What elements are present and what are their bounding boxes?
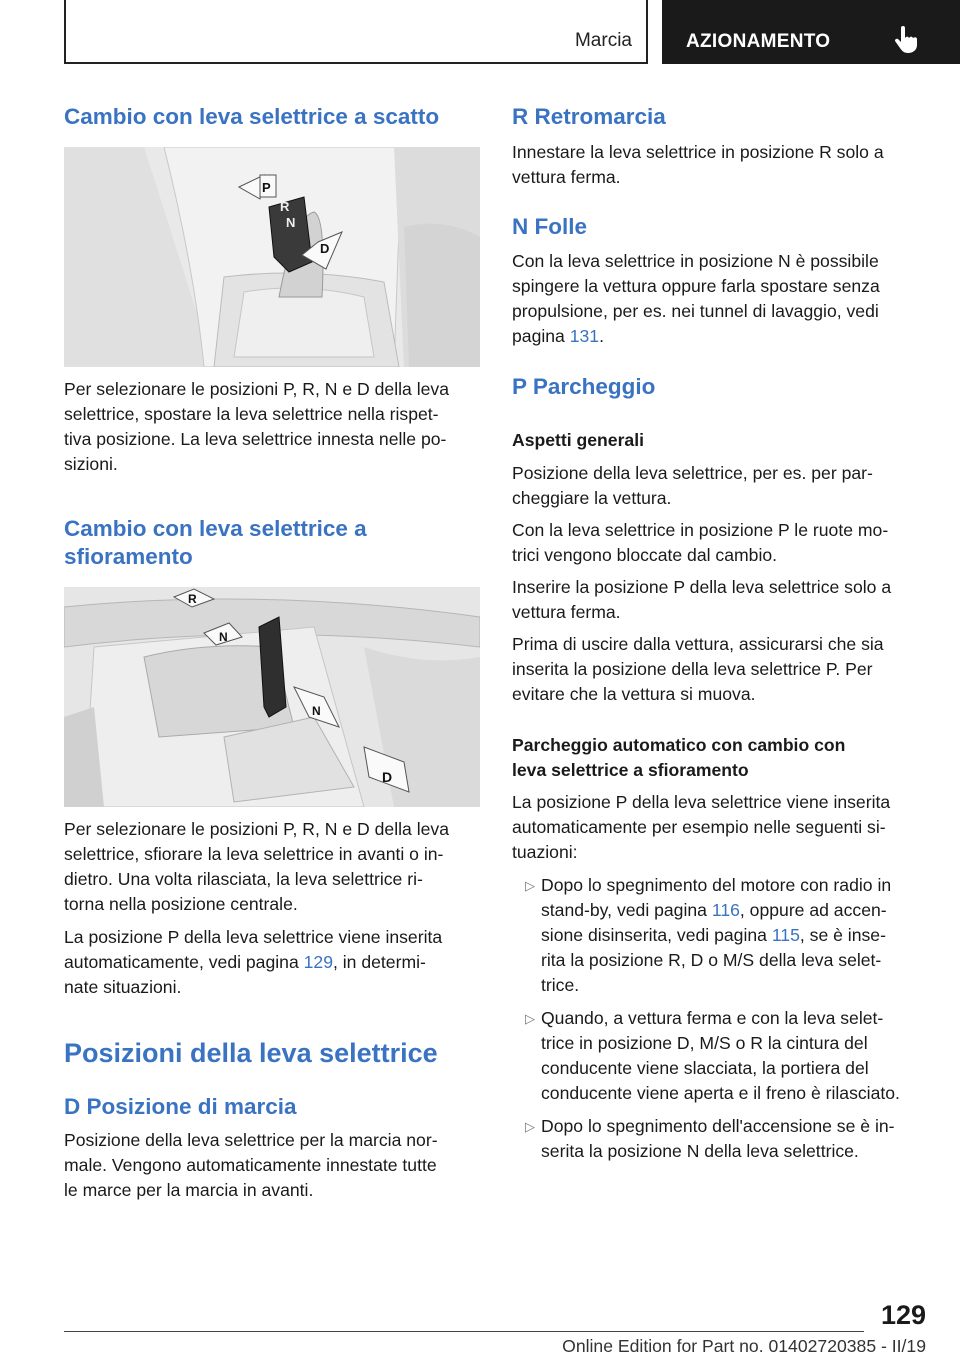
para-text: automaticamente, vedi pagina bbox=[64, 952, 304, 972]
pointing-hand-icon bbox=[894, 26, 918, 54]
bullet-triangle-icon: ▷ bbox=[525, 1119, 535, 1134]
bullet-triangle-icon: ▷ bbox=[525, 878, 535, 893]
para-line: Con la leva selettrice in posizione P le ruote mo- bbox=[512, 520, 889, 540]
para-text: stand-by, vedi pagina bbox=[541, 900, 712, 920]
bullet-triangle-icon: ▷ bbox=[525, 1011, 535, 1026]
para-line: trici vengono bloccate dal cambio. bbox=[512, 545, 778, 565]
bullet-line-with-link bbox=[541, 923, 886, 948]
lever-label-r2: R bbox=[188, 592, 197, 606]
para-line: male. Vengono automaticamente innestate tutte bbox=[64, 1155, 437, 1175]
bullet-line: trice. bbox=[541, 975, 580, 995]
heading-cambio-sfioramento-2: sfioramento bbox=[64, 544, 193, 569]
lever-label-p: P bbox=[262, 180, 271, 195]
heading-cambio-scatto: Cambio con leva selettrice a scatto bbox=[64, 104, 440, 129]
para-line: Inserire la posizione P della leva selettrice solo a bbox=[512, 577, 892, 597]
para-line: inserita la posizione della leva selettrice P. Per bbox=[512, 659, 873, 679]
header-chapter-title: AZIONAMENTO bbox=[686, 31, 831, 52]
para-line: nate situazioni. bbox=[64, 977, 182, 997]
heading-r-retromarcia: R Retromarcia bbox=[512, 104, 666, 129]
lever-label-d: D bbox=[320, 241, 330, 256]
para-line: automaticamente per esempio nelle seguenti si- bbox=[512, 817, 886, 837]
bullet-line: rita la posizione R, D o M/S della leva selet- bbox=[541, 950, 882, 970]
para-line-with-link bbox=[64, 950, 426, 975]
header-section-box bbox=[64, 0, 648, 64]
para-line: spingere la vettura oppure farla spostare senza bbox=[512, 276, 880, 296]
footer-divider bbox=[64, 1331, 864, 1332]
para-line: selettrice, sfiorare la leva selettrice in avanti o in- bbox=[64, 844, 444, 864]
page-link-116[interactable]: 116 bbox=[711, 900, 740, 920]
para-line: sizioni. bbox=[64, 454, 118, 474]
bullet-line: Dopo lo spegnimento del motore con radio in bbox=[541, 875, 892, 895]
para-line: cheggiare la vettura. bbox=[512, 488, 672, 508]
heading-p-parcheggio: P Parcheggio bbox=[512, 374, 656, 399]
para-line: Per selezionare le posizioni P, R, N e D della leva bbox=[64, 379, 449, 399]
para-line: La posizione P della leva selettrice viene inserita bbox=[64, 927, 443, 947]
para-line: Prima di uscire dalla vettura, assicurarsi che sia bbox=[512, 634, 884, 654]
lever-label-r: R bbox=[280, 199, 290, 214]
para-text: pagina bbox=[512, 326, 570, 346]
para-line: Con la leva selettrice in posizione N è possibile bbox=[512, 251, 879, 271]
lever-label-n: N bbox=[286, 215, 296, 230]
page-link-129[interactable]: 129 bbox=[303, 952, 333, 972]
subheading-aspetti-generali: Aspetti generali bbox=[512, 430, 644, 450]
para-line-with-link bbox=[512, 324, 604, 349]
illustration-lever-scatto bbox=[64, 147, 480, 367]
header-section-title: Marcia bbox=[574, 30, 632, 51]
para-line: Posizione della leva selettrice per la marcia nor- bbox=[64, 1130, 438, 1150]
para-text: , oppure ad accen- bbox=[739, 900, 887, 920]
para-line: tuazioni: bbox=[512, 842, 578, 862]
bullet-line: conducente viene aperta e il freno è rilasciato. bbox=[541, 1083, 900, 1103]
para-line: tiva posizione. La leva selettrice innesta nelle po- bbox=[64, 429, 447, 449]
bullet-line: conducente viene slacciata, la portiera del bbox=[541, 1058, 869, 1078]
footer-edition: Online Edition for Part no. 01402720385 - II/19 bbox=[562, 1336, 926, 1356]
para-line: vettura ferma. bbox=[512, 602, 621, 622]
lever-label-n2a: N bbox=[219, 630, 228, 644]
para-line: vettura ferma. bbox=[512, 167, 621, 187]
para-text: sione disinserita, vedi pagina bbox=[541, 925, 772, 945]
bullet-line-with-link bbox=[541, 898, 887, 923]
para-line: Posizione della leva selettrice, per es. per par- bbox=[512, 463, 873, 483]
heading-n-folle: N Folle bbox=[512, 214, 588, 239]
heading-cambio-sfioramento-1: Cambio con leva selettrice a bbox=[64, 516, 367, 541]
header-chapter-tab bbox=[662, 0, 960, 64]
illustration-lever-sfioramento bbox=[64, 587, 480, 807]
page-link-115[interactable]: 115 bbox=[771, 925, 800, 945]
para-line: torna nella posizione centrale. bbox=[64, 894, 298, 914]
para-text: . bbox=[599, 326, 604, 346]
lever-label-n2b: N bbox=[312, 704, 321, 718]
bullet-line: Quando, a vettura ferma e con la leva selet- bbox=[541, 1008, 884, 1028]
para-line: propulsione, per es. nei tunnel di lavaggio, vedi bbox=[512, 301, 879, 321]
para-text: , in determi- bbox=[332, 952, 426, 972]
para-line: La posizione P della leva selettrice viene inserita bbox=[512, 792, 891, 812]
heading-d-posizione: D Posizione di marcia bbox=[64, 1094, 297, 1119]
subheading-parcheggio-automatico-2: leva selettrice a sfioramento bbox=[512, 760, 749, 780]
para-line: Per selezionare le posizioni P, R, N e D della leva bbox=[64, 819, 449, 839]
page-number: 129 bbox=[880, 1300, 926, 1330]
page-link-131[interactable]: 131 bbox=[569, 326, 600, 346]
para-text: , se è inse- bbox=[799, 925, 886, 945]
bullet-line: trice in posizione D, M/S o R la cintura del bbox=[541, 1033, 868, 1053]
lever-label-d2: D bbox=[382, 769, 393, 785]
para-line: selettrice, spostare la leva selettrice nella rispet- bbox=[64, 404, 439, 424]
para-line: dietro. Una volta rilasciata, la leva selettrice ri- bbox=[64, 869, 423, 889]
para-line: evitare che la vettura si muova. bbox=[512, 684, 756, 704]
bullet-line: serita la posizione N della leva selettrice. bbox=[541, 1141, 859, 1161]
bullet-line: Dopo lo spegnimento dell'accensione se è in- bbox=[541, 1116, 895, 1136]
para-line: Innestare la leva selettrice in posizione R solo a bbox=[512, 142, 884, 162]
subheading-parcheggio-automatico-1: Parcheggio automatico con cambio con bbox=[512, 735, 846, 755]
para-line: le marce per la marcia in avanti. bbox=[64, 1180, 314, 1200]
heading-posizioni: Posizioni della leva selettrice bbox=[64, 1038, 438, 1068]
